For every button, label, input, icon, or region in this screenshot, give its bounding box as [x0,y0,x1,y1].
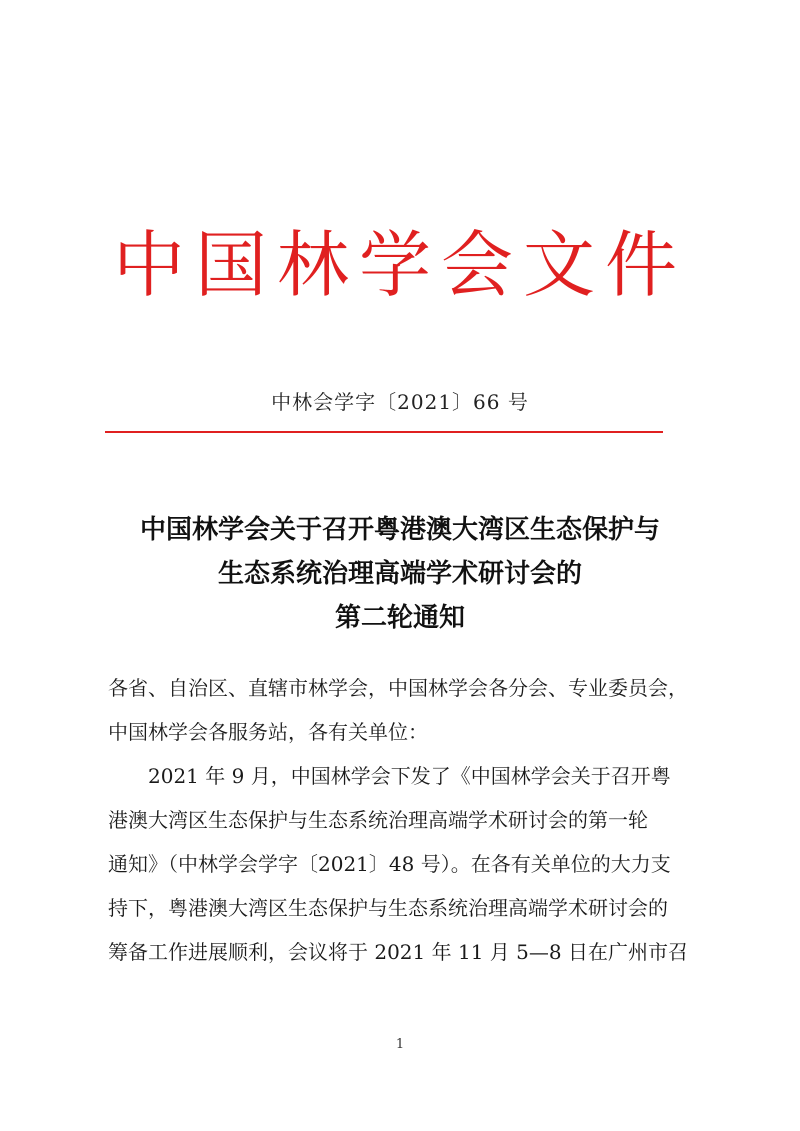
notice-body [108,666,706,974]
red-separator-line [105,431,663,433]
paragraph-line: 筹备工作进展顺利，会议将于 2021 年 11 月 5—8 日在广州市召 [108,940,688,964]
notice-title [60,508,740,640]
paragraph-line: 2021 年 9 月，中国林学会下发了《中国林学会关于召开粤 [148,764,671,788]
addressee-line: 各省、自治区、直辖市林学会，中国林学会各分会、专业委员会， [108,676,688,700]
title-line: 中国林学会关于召开粤港澳大湾区生态保护与 [139,515,660,545]
title-line: 生态系统治理高端学术研讨会的 [217,559,582,589]
paragraph-line: 通知》（中林学会学字〔2021〕48 号）。在各有关单位的大力支 [108,852,671,876]
title-line: 第二轮通知 [334,603,465,633]
addressee-line: 中国林学会各服务站，各有关单位： [108,720,428,744]
paragraph-line: 港澳大湾区生态保护与生态系统治理高端学术研讨会的第一轮 [108,808,648,832]
document-number: 中林会学字〔2021〕66 号 [271,390,529,414]
document-masthead: 中国林学会文件 [112,223,687,307]
paragraph-line: 持下，粤港澳大湾区生态保护与生态系统治理高端学术研讨会的 [108,896,668,920]
page-number: 1 [395,1037,405,1052]
